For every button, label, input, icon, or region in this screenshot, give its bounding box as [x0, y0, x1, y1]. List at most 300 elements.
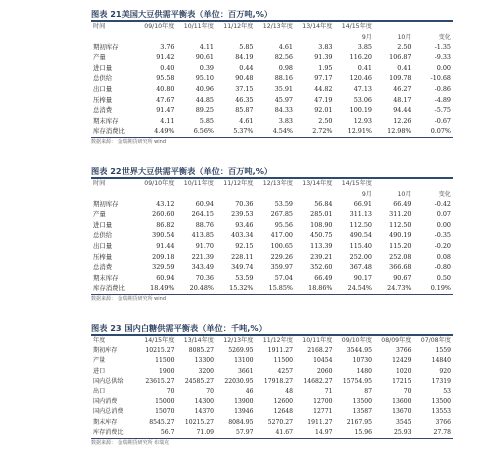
table-cell: -0.80 — [434, 263, 451, 272]
table-cell: 1020 — [395, 367, 412, 375]
table-cell: 86.82 — [156, 220, 175, 229]
table-cell: 90.67 — [393, 273, 412, 282]
table-cell: 403.34 — [231, 231, 254, 240]
table-cell: 84.19 — [235, 53, 254, 62]
header-cell: 11/12年度 — [223, 23, 254, 30]
table-cell: 4.54% — [256, 126, 296, 137]
table-row — [91, 84, 453, 95]
table-cell: 24.73% — [374, 283, 414, 294]
table-cell: 5269.95 — [228, 347, 254, 355]
row-label: 进口量 — [93, 220, 113, 229]
table-cell: 53 — [443, 388, 451, 396]
table-title: 图表 21美国大豆供需平衡表（单位：百万吨,%） — [91, 9, 273, 19]
table-cell: 1559 — [435, 347, 451, 355]
table-cell: 106.87 — [389, 53, 412, 62]
table-cell: 15070 — [155, 408, 175, 416]
header-label: 时间 — [93, 180, 106, 187]
table-cell: 14.97 — [295, 428, 335, 439]
row-label: 库存消费比 — [91, 283, 137, 294]
table-cell: 10215.27 — [184, 418, 214, 426]
table-cell: 13900 — [234, 398, 254, 406]
header-cell: 12/13年度 — [262, 23, 293, 30]
table-cell: 10454 — [313, 357, 333, 365]
table-cell: 4.61 — [239, 116, 254, 125]
table-cell: 0.07 — [436, 210, 451, 219]
table-cell: 57.04 — [274, 273, 293, 282]
table-cell: 11500 — [155, 357, 175, 365]
table-cell: 13587 — [352, 408, 372, 416]
row-label: 期初库存 — [93, 42, 119, 51]
table-cell: 359.97 — [270, 263, 293, 272]
source-note: 数据来源： 金瑞期货研究所 布瑞克 — [91, 440, 170, 447]
header-cell: 07/08年度 — [420, 337, 451, 344]
table-cell: 417.00 — [270, 231, 293, 240]
header-cell: 9月 — [361, 33, 372, 41]
table-cell: 100.19 — [349, 106, 372, 115]
data-grid — [91, 22, 453, 138]
table-cell: 40.96 — [195, 84, 214, 93]
table-cell: 47.19 — [314, 95, 333, 104]
table-row — [91, 63, 453, 74]
table-title: 图表 22世界大豆供需平衡表（单位：百万吨,%） — [91, 166, 273, 176]
table-row — [91, 230, 453, 241]
row-label: 国内总供给 — [93, 377, 124, 385]
header-cell: 10/11年度 — [183, 180, 214, 187]
table-cell: 10215.27 — [145, 347, 175, 355]
table-cell: 41.67 — [256, 428, 296, 439]
table-cell: 24.54% — [335, 283, 375, 294]
table-row — [91, 377, 453, 387]
table-cell: 229.26 — [270, 252, 293, 261]
table-row — [91, 283, 453, 294]
table-cell: 70.36 — [195, 273, 214, 282]
table-cell: 109.78 — [389, 74, 412, 83]
header-cell: 10月 — [397, 33, 412, 41]
table-cell: 60.94 — [156, 273, 175, 282]
table-row — [91, 220, 453, 231]
table-cell: 44.85 — [195, 95, 214, 104]
header-cell — [216, 33, 256, 42]
table-cell: 25.93 — [374, 428, 414, 439]
table-cell: 120.46 — [349, 74, 372, 83]
table-cell: 490.54 — [349, 231, 372, 240]
source-note: 数据来源： 金瑞期货研究所 wind — [91, 138, 167, 145]
header-cell: 14/15年度 — [341, 180, 372, 187]
table-cell: 13553 — [431, 408, 451, 416]
table-cell: 95.10 — [195, 74, 214, 83]
table-cell: 14300 — [194, 398, 214, 406]
table-cell: 94.44 — [393, 106, 412, 115]
table-cell: 87 — [364, 388, 372, 396]
table-cell: 3.83 — [318, 42, 333, 51]
row-label: 出口量 — [93, 84, 113, 93]
table-row — [91, 262, 453, 273]
table-title: 图表 23 国内白糖供需平衡表（单位：千吨,%） — [91, 323, 267, 333]
row-label: 产量 — [93, 53, 106, 62]
table-cell: -9.33 — [434, 53, 451, 62]
table-cell: 2.50 — [397, 42, 412, 51]
table-cell: 285.01 — [310, 210, 333, 219]
table-row — [91, 126, 453, 137]
table-cell: 267.85 — [270, 210, 293, 219]
table-row — [91, 241, 453, 252]
header-cell — [295, 33, 335, 42]
table-cell: 17215 — [392, 377, 412, 385]
table-cell: 490.19 — [389, 231, 412, 240]
table-cell: 70 — [166, 388, 175, 396]
table-cell: 12700 — [313, 398, 333, 406]
header-cell — [374, 179, 414, 190]
table-cell: 44.82 — [314, 84, 333, 93]
table-cell: -0.20 — [434, 241, 451, 250]
table-cell: 1911.27 — [267, 347, 293, 355]
table-cell: 0.41 — [357, 63, 372, 72]
table-cell: 2060 — [316, 367, 333, 375]
table-cell: 0.08 — [436, 252, 451, 261]
table-cell: 91.70 — [195, 241, 214, 250]
table-cell: 0.00 — [436, 220, 451, 229]
table-cell: 367.48 — [349, 263, 372, 272]
table-cell: 46.27 — [393, 84, 412, 93]
table-cell: 3200 — [198, 367, 214, 375]
table-cell: 70 — [206, 388, 214, 396]
table-cell: 260.60 — [152, 210, 175, 219]
header-cell: 09/10年度 — [144, 180, 175, 187]
table-cell: 12648 — [273, 408, 293, 416]
table-cell: 12.91% — [335, 126, 375, 137]
header-cell — [256, 33, 296, 42]
table-cell: 2168.27 — [307, 347, 333, 355]
table-cell: 88.76 — [195, 220, 214, 229]
table-cell: 3.83 — [278, 116, 293, 125]
row-label: 产量 — [93, 210, 106, 219]
table-row — [91, 346, 453, 356]
table-cell: 311.20 — [389, 210, 412, 219]
table-cell: 15000 — [155, 398, 175, 406]
header-cell: 13/14年度 — [302, 180, 333, 187]
table-cell: 0.39 — [199, 63, 214, 72]
table-cell: 45.97 — [274, 95, 293, 104]
header-row — [91, 179, 453, 190]
table-cell: 3766 — [395, 347, 412, 355]
header-cell: 变化 — [438, 33, 451, 41]
table-cell: 390.54 — [152, 231, 175, 240]
table-cell: 27.78 — [414, 428, 454, 439]
table-cell: 112.50 — [349, 220, 372, 229]
table-row — [91, 367, 453, 377]
table-cell: 17918.27 — [263, 377, 293, 385]
table-row — [91, 356, 453, 366]
row-label: 进口量 — [93, 63, 113, 72]
table-cell: 12.26 — [393, 116, 412, 125]
table-cell: 100.65 — [270, 241, 293, 250]
table-cell: 5.37% — [216, 126, 256, 137]
row-label: 产量 — [93, 357, 106, 365]
table-cell: 252.08 — [389, 252, 412, 261]
table-cell: 14370 — [194, 408, 214, 416]
table-cell: 66.49 — [314, 273, 333, 282]
table-cell: 37.15 — [235, 84, 254, 93]
header-cell — [177, 190, 217, 199]
header-cell: 14/15年度 — [144, 337, 175, 344]
table-cell: 43.12 — [156, 199, 175, 208]
table-cell: 2.50 — [318, 116, 333, 125]
header-cell — [137, 190, 177, 199]
table-cell: -5.75 — [434, 106, 451, 115]
table-cell: 13670 — [392, 408, 412, 416]
table-cell: 13946 — [234, 408, 254, 416]
table-cell: 91.47 — [156, 106, 175, 115]
table-row — [91, 105, 453, 116]
table-cell: 920 — [439, 367, 451, 375]
table-cell: 115.20 — [389, 241, 412, 250]
table-cell: 13500 — [431, 398, 451, 406]
table-cell: -4.89 — [434, 95, 451, 104]
header-cell: 12/13年度 — [262, 180, 293, 187]
table-cell: 4.11 — [160, 116, 175, 125]
table-cell: 349.74 — [231, 263, 254, 272]
table-cell: 95.56 — [274, 220, 293, 229]
table-cell: 12600 — [273, 398, 293, 406]
table-cell: 91.44 — [156, 241, 175, 250]
table-cell: 108.90 — [310, 220, 333, 229]
row-label: 总供给 — [93, 74, 113, 83]
table-cell: 90.17 — [353, 273, 372, 282]
table-row — [91, 252, 453, 263]
table-cell: -0.67 — [434, 116, 451, 125]
table-cell: 228.11 — [231, 252, 254, 261]
row-label: 国内总消费 — [93, 408, 124, 416]
table-cell: 92.01 — [314, 106, 333, 115]
table-cell: 40.80 — [156, 84, 175, 93]
table-cell: 56.84 — [314, 199, 333, 208]
table-cell: 97.17 — [314, 74, 333, 83]
table-row — [91, 199, 453, 210]
subheader-row — [91, 33, 453, 42]
table-cell: 84.33 — [274, 106, 293, 115]
table-cell: 12.93 — [353, 116, 372, 125]
table-cell: 88.16 — [274, 74, 293, 83]
header-label: 年度 — [93, 337, 106, 344]
table-cell: 4.49% — [137, 126, 177, 137]
table-cell: 13100 — [234, 357, 254, 365]
table-cell: 12429 — [392, 357, 412, 365]
row-label: 出口 — [93, 388, 106, 396]
table-cell: -0.86 — [434, 84, 451, 93]
header-cell — [295, 190, 335, 199]
table-cell: 91.39 — [314, 53, 333, 62]
table-cell: 221.39 — [191, 252, 214, 261]
table-row — [91, 397, 453, 407]
table-cell: -0.35 — [434, 231, 451, 240]
table-cell: 1911.27 — [307, 418, 333, 426]
table-cell: 12.98% — [374, 126, 414, 137]
table-cell: 3544.95 — [346, 347, 372, 355]
table-cell: 17319 — [431, 377, 451, 385]
table-cell: 18.86% — [295, 283, 335, 294]
table-cell: 92.15 — [235, 241, 254, 250]
table-cell: 0.44 — [239, 63, 254, 72]
table-cell: -0.42 — [434, 199, 451, 208]
table-cell: 48.17 — [393, 95, 412, 104]
header-cell: 14/15年度 — [341, 23, 372, 30]
table-cell: 239.53 — [231, 210, 254, 219]
table-cell: 450.75 — [310, 231, 333, 240]
row-label: 库存消费比 — [91, 126, 137, 137]
table-cell: 95.58 — [156, 74, 175, 83]
us-soybean-balance-table — [91, 8, 453, 147]
header-cell: 13/14年度 — [183, 337, 214, 344]
table-cell: 1.95 — [318, 63, 333, 72]
header-cell: 09/10年度 — [341, 337, 372, 344]
header-cell: 08/09年度 — [381, 337, 412, 344]
table-cell: 366.68 — [389, 263, 412, 272]
table-cell: 252.00 — [349, 252, 372, 261]
header-cell: 10/11年度 — [302, 337, 333, 344]
table-cell: 90.48 — [235, 74, 254, 83]
table-row — [91, 73, 453, 84]
table-cell: 2.72% — [295, 126, 335, 137]
table-cell: 46 — [245, 388, 254, 396]
table-cell: 18.49% — [137, 283, 177, 294]
table-cell: 71 — [324, 388, 333, 396]
row-label: 出口量 — [93, 241, 113, 250]
subheader-row — [91, 190, 453, 199]
table-cell: 66.91 — [353, 199, 372, 208]
header-cell — [414, 179, 454, 190]
header-cell: 12/13年度 — [223, 337, 254, 344]
table-cell: 0.07% — [414, 126, 454, 137]
table-cell: 13300 — [194, 357, 214, 365]
header-cell — [137, 33, 177, 42]
row-label: 国内消费 — [93, 398, 118, 406]
row-label: 期末库存 — [93, 116, 119, 125]
row-label: 总消费 — [93, 263, 113, 272]
row-label: 总消费 — [93, 106, 113, 115]
header-cell — [414, 22, 454, 33]
header-cell — [216, 190, 256, 199]
header-cell: 变化 — [438, 190, 451, 198]
table-cell: 82.56 — [274, 53, 293, 62]
table-cell: 47.67 — [156, 95, 175, 104]
table-cell: 12771 — [313, 408, 333, 416]
header-cell: 10月 — [397, 190, 412, 198]
table-cell: 2167.95 — [346, 418, 372, 426]
table-cell: 13500 — [352, 398, 372, 406]
data-grid — [91, 179, 453, 295]
header-label: 时间 — [93, 23, 106, 30]
table-row — [91, 52, 453, 63]
table-cell: 47.13 — [353, 84, 372, 93]
table-cell: 113.39 — [310, 241, 333, 250]
table-cell: 22030.95 — [224, 377, 254, 385]
world-soybean-balance-table — [91, 165, 453, 304]
table-cell: 15.85% — [256, 283, 296, 294]
row-label: 期末库存 — [93, 418, 118, 426]
table-cell: 70 — [403, 388, 412, 396]
table-cell: 329.59 — [152, 263, 175, 272]
table-cell: 112.50 — [389, 220, 412, 229]
row-label: 进口 — [93, 367, 106, 375]
table-cell: 0.98 — [278, 63, 293, 72]
table-cell: 0.40 — [160, 63, 175, 72]
row-label: 总供给 — [93, 231, 113, 240]
header-cell: 09/10年度 — [144, 23, 175, 30]
table-cell: 413.85 — [191, 231, 214, 240]
row-label: 期初库存 — [93, 199, 119, 208]
table-cell: 4257 — [277, 367, 293, 375]
table-cell: 3.85 — [357, 42, 372, 51]
table-cell: 343.49 — [191, 263, 214, 272]
header-cell — [374, 22, 414, 33]
table-cell: 5270.27 — [267, 418, 293, 426]
table-cell: 209.18 — [152, 252, 175, 261]
table-cell: 89.25 — [195, 106, 214, 115]
table-cell: 23615.27 — [145, 377, 175, 385]
table-cell: 14840 — [431, 357, 451, 365]
table-cell: 20.48% — [177, 283, 217, 294]
table-row — [91, 273, 453, 284]
table-cell: -1.35 — [434, 42, 451, 51]
table-cell: 14682.27 — [303, 377, 333, 385]
table-cell: 5.85 — [199, 116, 214, 125]
table-cell: 3545 — [395, 418, 412, 426]
table-cell: 11500 — [273, 357, 293, 365]
table-cell: 6.56% — [177, 126, 217, 137]
table-row — [91, 42, 453, 53]
table-row — [91, 428, 453, 439]
table-cell: -10.68 — [430, 74, 451, 83]
table-row — [91, 418, 453, 428]
table-cell: 70.36 — [235, 199, 254, 208]
table-cell: 15.32% — [216, 283, 256, 294]
table-cell: 5.85 — [239, 42, 254, 51]
table-cell: 0.50 — [436, 273, 451, 282]
table-cell: 93.46 — [235, 220, 254, 229]
table-cell: 13600 — [392, 398, 412, 406]
table-cell: 3766 — [435, 418, 451, 426]
table-cell: 15754.95 — [342, 377, 372, 385]
table-cell: 60.94 — [195, 199, 214, 208]
table-cell: 311.13 — [349, 210, 372, 219]
row-label: 期初库存 — [93, 347, 118, 355]
table-cell: 8085.27 — [188, 347, 214, 355]
header-cell: 11/12年度 — [223, 180, 254, 187]
table-row — [91, 116, 453, 127]
table-cell: 91.42 — [156, 53, 175, 62]
table-cell: 116.20 — [349, 53, 372, 62]
table-cell: 85.87 — [235, 106, 254, 115]
table-cell: 71.09 — [177, 428, 217, 439]
header-cell: 10/11年度 — [183, 23, 214, 30]
table-cell: 48 — [285, 388, 293, 396]
table-cell: 56.7 — [137, 428, 177, 439]
row-label: 库存消费比 — [91, 428, 137, 439]
row-label: 期末库存 — [93, 273, 119, 282]
table-cell: 239.21 — [310, 252, 333, 261]
table-cell: 24585.27 — [184, 377, 214, 385]
table-cell: 4.11 — [199, 42, 214, 51]
table-row — [91, 387, 453, 397]
table-cell: 57.97 — [216, 428, 256, 439]
header-row — [91, 22, 453, 33]
header-cell — [177, 33, 217, 42]
domestic-sugar-balance-table — [91, 322, 453, 448]
header-cell: 13/14年度 — [302, 23, 333, 30]
table-cell: 90.61 — [195, 53, 214, 62]
table-cell: 3661 — [237, 367, 254, 375]
table-cell: 0.41 — [397, 63, 412, 72]
